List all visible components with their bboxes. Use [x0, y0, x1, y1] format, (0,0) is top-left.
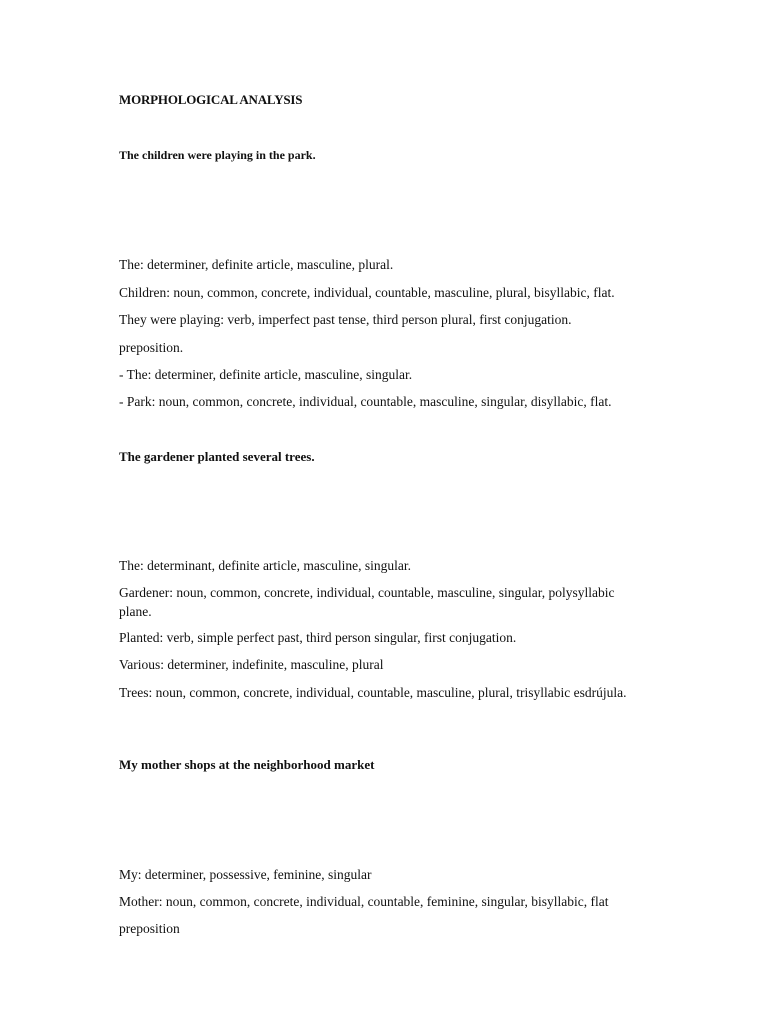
- analysis-line: My: determiner, possessive, feminine, singular: [119, 867, 372, 882]
- sentence-heading-2: The gardener planted several trees.: [119, 449, 315, 464]
- analysis-line: Planted: verb, simple perfect past, third person singular, first conjugation.: [119, 630, 517, 645]
- analysis-line: Trees: noun, common, concrete, individual, countable, masculine, plural, trisyllabic esdrújula.: [119, 685, 627, 700]
- analysis-line: Children: noun, common, concrete, individual, countable, masculine, plural, bisyllabic, flat.: [119, 285, 615, 300]
- sentence-heading-1: The children were playing in the park.: [119, 148, 316, 162]
- analysis-line: They were playing: verb, imperfect past tense, third person plural, first conjugation.: [119, 312, 572, 327]
- analysis-line: preposition.: [119, 340, 184, 355]
- analysis-line: - Park: noun, common, concrete, individual, countable, masculine, singular, disyllabic, flat.: [119, 394, 612, 409]
- sentence-heading-3: My mother shops at the neighborhood market: [119, 757, 375, 772]
- document-title: MORPHOLOGICAL ANALYSIS: [119, 92, 303, 107]
- analysis-line: The: determinant, definite article, masculine, singular.: [119, 558, 412, 573]
- analysis-line: preposition: [119, 921, 180, 936]
- analysis-line: Gardener: noun, common, concrete, individual, countable, masculine, singular, polysyllabic plane.: [119, 585, 615, 619]
- analysis-line: - The: determiner, definite article, masculine, singular.: [119, 367, 413, 382]
- analysis-line: The: determiner, definite article, masculine, plural.: [119, 257, 394, 272]
- analysis-line: Mother: noun, common, concrete, individual, countable, feminine, singular, bisyllabic, flat: [119, 894, 609, 909]
- analysis-line: Various: determiner, indefinite, masculine, plural: [119, 657, 384, 672]
